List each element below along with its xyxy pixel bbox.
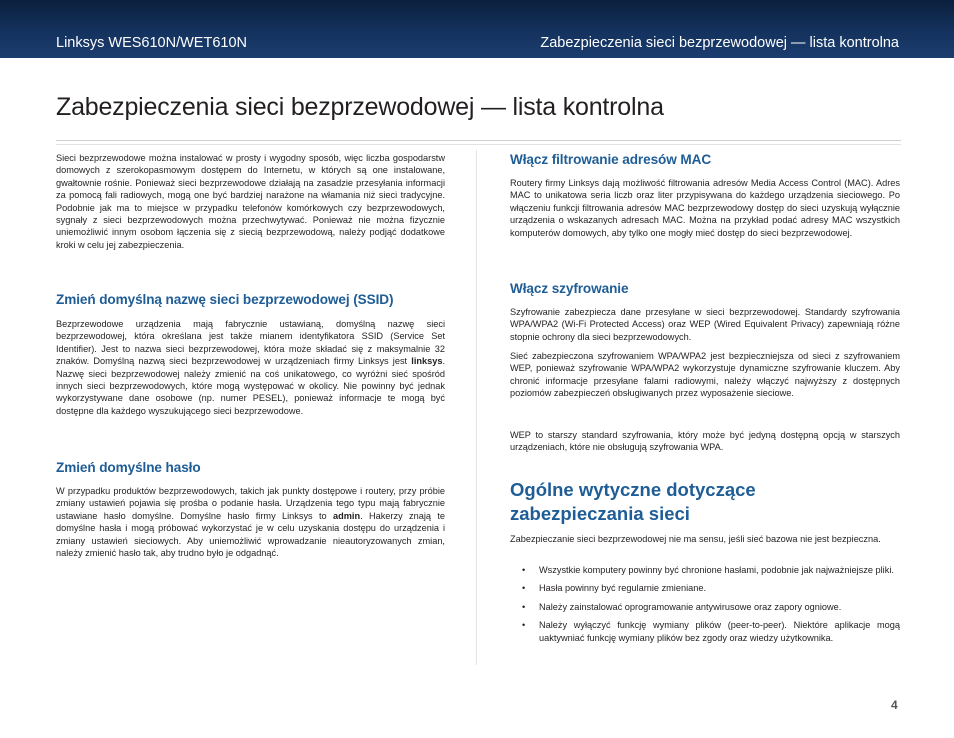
list-item-text: Należy wyłączyć funkcję wymiany plików (peer-to-peer). Niektóre aplikacje mogą uaktywniać funkcję wymiany plików bez zgody oraz wiedzy użytkownika.	[539, 620, 900, 643]
title-divider-secondary	[56, 144, 901, 145]
general-guidelines-heading	[510, 478, 756, 526]
general-guidelines-paragraph: Zabezpieczanie sieci bezprzewodowej nie ma sensu, jeśli sieć bazowa nie jest bezpieczna.	[510, 534, 881, 544]
ssid-text-end: . Nazwę sieci bezprzewodowej należy zmienić na coś unikatowego, co wyróżni sieć spośród innych sieci bezprzewodowych, które mogą występować w okolicy. Nie powinny być jednak wykorzystywane dane osobowe (np. numer PESEL), ponieważ informacje te mogą być dostępne dla każdego wyszukującego sieci bezprzewodowe.	[56, 356, 445, 416]
general-heading-line-2: zabezpieczania sieci	[510, 503, 690, 524]
mac-filter-heading: Włącz filtrowanie adresów MAC	[510, 152, 712, 167]
header-section-title: Zabezpieczenia sieci bezprzewodowej — lista kontrolna	[540, 35, 899, 51]
list-item-text: Wszystkie komputery powinny być chronione hasłami, podobnie jak najważniejsze pliki.	[539, 565, 894, 575]
list-item	[510, 601, 900, 613]
encryption-paragraph-1: Szyfrowanie zabezpiecza dane przesyłane w sieci bezprzewodowej. Standardy szyfrowania WPA/WPA2 (Wi-Fi Protected Access) oraz WEP (Wired Equivalent Privacy) zapewniają różne stopnie ochrony dla sieci bezprzewodowych.	[510, 307, 900, 342]
default-password: admin	[333, 510, 361, 521]
title-divider	[56, 140, 901, 141]
ssid-default-name: linksys	[411, 356, 443, 367]
list-item-text: Należy zainstalować oprogramowanie antywirusowe oraz zapory ogniowe.	[539, 601, 842, 612]
list-item	[510, 564, 900, 576]
list-item	[510, 619, 900, 644]
password-text-start: W przypadku produktów bezprzewodowych, takich jak punkty dostępowe i routery, przy próbie zmiany ustawień pojawia się prośba o podanie hasła. Urządzenia tego typu mają fabrycznie ustawiane hasło domyślne. Domyślne hasło firmy Linksys to	[56, 486, 445, 521]
intro-paragraph: Sieci bezprzewodowe można instalować w prosty i wygodny sposób, więc liczba gospodarstw domowych z szerokopasmowym dostępem do Internetu, w których są one instalowane, gwałtownie rośnie. Ponieważ sieci bezprzewodowe działają na zasadzie przesyłania informacji za pomocą fali radiowych, mogą one być bardziej narażone na włamania niż sieci tradycyjne. Podobnie jak ma to miejsce w przypadku telefonów komórkowych czy bezprzewodowych, sygnały z sieci bezprzewodowych można przechwytywać. Ponieważ nie można fizycznie uniemożliwić innym osobom łączenia się z siecią bezprzewodową, należy podjąć dodatkowe kroki w celu jej zabezpieczenia.	[56, 153, 445, 250]
page-title: Zabezpieczenia sieci bezprzewodowej — lista kontrolna	[56, 93, 664, 121]
ssid-text-start: Bezprzewodowe urządzenia mają fabrycznie ustawianą, domyślną nazwę sieci bezprzewodowej, która określana jest także mianem identyfikatora SSID (Service Set Identifier). Jest to nazwa sieci bezprzewodowej, która może składać się z maksymalnie 32 znaków. Domyślną nazwą sieci bezprzewodowej w urządzeniach firmy Linksys jest	[56, 319, 445, 367]
ssid-paragraph	[56, 318, 445, 417]
encryption-paragraph-2: Sieć zabezpieczona szyfrowaniem WPA/WPA2 jest bezpieczniejsza od sieci z szyfrowaniem WEP, ponieważ szyfrowanie WPA/WPA2 wykorzystuje dynamiczne szyfrowanie kluczem. Aby chronić informacje przesyłane falami radiowymi, należy włączyć najwyższy z dostępnych poziomów zabezpieczeń obsługiwanych przez wyposażenie sieciowe.	[510, 351, 900, 399]
mac-filter-paragraph: Routery firmy Linksys dają możliwość filtrowania adresów Media Access Control (MAC). Adres MAC to unikatowa seria liczb oraz liter przypisywana do każdego urządzenia sieciowego. Po włączeniu funkcji filtrowania adresów MAC bezprzewodowy dostęp do sieci uzyskują wyłącznie urządzenia o wskazanych adresach MAC. Można na przykład podać adresy MAC wszystkich komputerów domowych, aby tylko one mogły mieć dostęp do sieci bezprzewodowej.	[510, 178, 900, 238]
ssid-heading: Zmień domyślną nazwę sieci bezprzewodowej (SSID)	[56, 292, 394, 307]
header-product-name: Linksys WES610N/WET610N	[56, 35, 247, 51]
password-heading: Zmień domyślne hasło	[56, 460, 201, 475]
bullet-icon: •	[522, 583, 526, 594]
column-divider	[476, 150, 477, 665]
list-item	[510, 582, 900, 594]
bullet-icon: •	[522, 620, 526, 631]
encryption-paragraph-3: WEP to starszy standard szyfrowania, który może być jedyną dostępną opcją w starszych urządzeniach, które nie obsługują szyfrowania WPA.	[510, 430, 900, 453]
guidelines-list	[510, 564, 900, 650]
page-number: 4	[891, 698, 898, 712]
bullet-icon: •	[522, 601, 526, 612]
password-paragraph	[56, 485, 445, 559]
bullet-icon: •	[522, 565, 526, 575]
encryption-heading: Włącz szyfrowanie	[510, 281, 629, 296]
header-bar	[0, 0, 954, 58]
password-text-end: . Hakerzy znają te domyślne hasła i mogą próbować wykorzystać je w celu uzyskania dostępu do urządzenia i zmiany ustawień sieciowych. Aby uniemożliwić wprowadzanie nieautoryzowanych zmian, należy zmienić hasło tak, aby trudno było je odgadnąć.	[56, 510, 445, 559]
list-item-text: Hasła powinny być regularnie zmieniane.	[539, 583, 706, 594]
general-heading-line-1: Ogólne wytyczne dotyczące	[510, 479, 756, 500]
